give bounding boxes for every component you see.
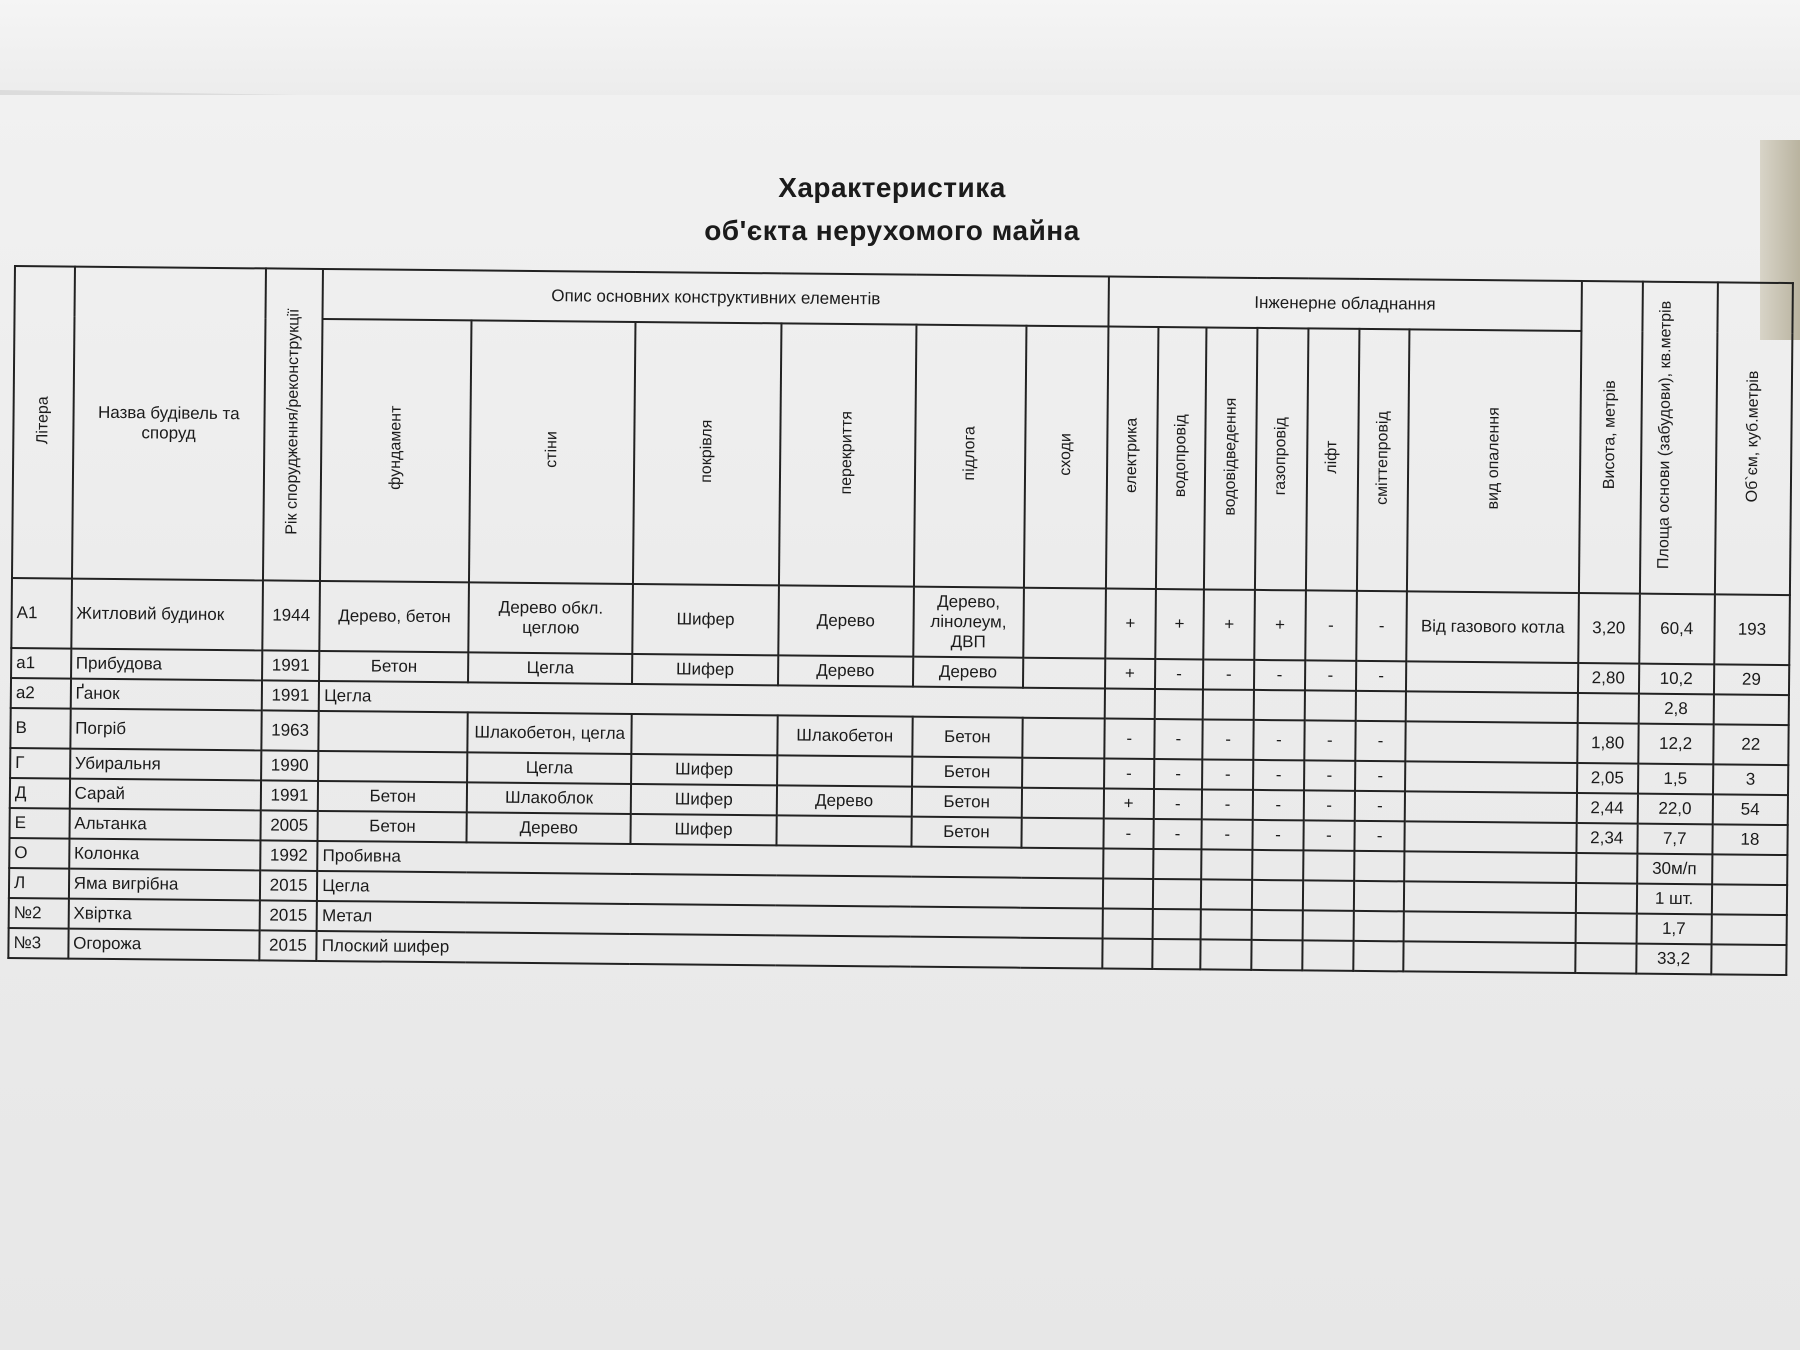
cell-empty [1305,690,1356,720]
cell-walls: Шлакоблок [467,782,631,814]
cell-water: - [1154,719,1203,759]
cell-sewer: - [1202,789,1253,819]
cell-roof [631,714,777,755]
cell-heating [1406,721,1578,763]
cell-floor: Дерево [913,657,1024,688]
cell-floors [777,755,912,786]
cell-empty [1576,853,1637,884]
document-title-line-2: об'єкта нерухомого майна [704,215,1080,246]
cell-empty [1201,909,1252,939]
cell-water: - [1153,819,1202,849]
cell-sewer: - [1203,659,1254,689]
header-floors: перекриття [779,323,916,586]
cell-empty [1302,910,1353,940]
cell-floors: Шлакобетон [777,715,912,756]
cell-year: 2015 [260,870,318,901]
cell-empty [1153,849,1202,879]
cell-fundament [318,751,467,782]
cell-empty [1251,940,1302,970]
cell-fundament: Бетон [318,811,467,842]
cell-litera: Е [9,808,69,839]
cell-electric: - [1103,818,1153,848]
cell-walls: Цегла [467,752,631,784]
cell-heating [1405,761,1577,793]
cell-litera: а2 [11,678,71,709]
characteristics-table [7,265,1794,976]
cell-sewer: + [1203,589,1254,659]
cell-roof: Шифер [632,654,778,685]
cell-height: 1,80 [1577,723,1638,764]
cell-garbage: - [1355,721,1406,761]
header-gas: газопровід [1255,328,1308,590]
cell-floor: Бетон [911,787,1022,818]
cell-year: 2015 [259,900,317,931]
cell-lift: - [1303,820,1354,850]
cell-electric: + [1104,788,1154,818]
cell-stairs [1022,718,1104,759]
header-roof: покрівля [633,322,781,585]
cell-name: Яма вигрібна [69,869,260,901]
cell-sewer: - [1202,759,1253,789]
cell-empty [1201,849,1252,879]
cell-area: 10,2 [1639,664,1714,695]
cell-empty [1103,848,1153,878]
cell-floor: Дерево, лінолеум, ДВП [913,587,1024,658]
cell-area: 33,2 [1636,944,1711,975]
cell-empty [1576,883,1637,914]
cell-floors: Дерево [777,785,912,816]
cell-empty [1711,944,1787,975]
cell-year: 1944 [262,580,320,651]
header-fundament: фундамент [320,319,472,582]
cell-height: 2,05 [1577,763,1638,794]
cell-electric: + [1105,658,1155,688]
cell-floor: Бетон [912,717,1023,758]
cell-heating [1405,791,1577,823]
cell-heating: Від газового котла [1407,591,1579,663]
cell-heating [1405,821,1577,853]
cell-empty [1152,939,1201,969]
cell-area: 1,5 [1638,764,1713,795]
cell-empty [1154,689,1203,719]
cell-empty [1404,941,1576,973]
cell-floor: Бетон [911,817,1022,848]
header-floor: підлога [914,325,1027,588]
cell-gas: - [1253,720,1304,760]
cell-year: 2005 [260,810,318,841]
header-walls: стіни [469,320,635,584]
cell-lift: - [1305,590,1356,660]
cell-volume: 22 [1713,724,1789,765]
cell-name: Огорожа [68,929,259,961]
cell-floors [776,815,911,846]
cell-name: Житловий будинок [71,579,263,651]
cell-walls: Шлакобетон, цегла [468,712,632,754]
cell-lift: - [1304,790,1355,820]
cell-empty [1575,913,1636,944]
cell-empty [1405,851,1577,883]
cell-empty [1152,879,1201,909]
cell-lift: - [1304,760,1355,790]
cell-empty [1102,908,1152,938]
cell-height: 2,44 [1577,793,1638,824]
cell-empty [1353,911,1404,941]
cell-material: Плоский шифер [317,931,1103,969]
cell-empty [1575,943,1636,974]
cell-walls: Дерево обкл. цеглою [469,582,633,654]
header-litera: Літера [12,266,75,579]
cell-year: 1991 [261,780,319,811]
cell-empty [1712,884,1788,915]
cell-area: 1 шт. [1636,884,1711,915]
cell-empty [1713,694,1789,725]
cell-water: - [1154,759,1203,789]
document-title-line-1: Характеристика [778,172,1006,203]
cell-stairs [1022,818,1104,849]
cell-area: 2,8 [1638,694,1713,725]
cell-empty [1254,690,1305,720]
cell-year: 1991 [262,680,320,711]
cell-lift: - [1305,660,1356,690]
cell-height: 2,34 [1576,823,1637,854]
cell-empty [1404,911,1576,943]
cell-empty [1577,693,1638,724]
cell-garbage: - [1354,821,1405,851]
header-group-construction: Опис основних конструктивних елементів [323,269,1109,327]
cell-gas: - [1253,760,1304,790]
cell-name: Убиральня [70,749,261,781]
header-water: водопровід [1156,327,1207,589]
cell-empty [1252,910,1303,940]
cell-garbage: - [1356,591,1407,661]
cell-roof: Шифер [631,784,777,815]
cell-stairs [1022,758,1104,789]
cell-floor: Бетон [912,757,1023,788]
cell-empty [1302,940,1353,970]
cell-empty [1152,909,1201,939]
cell-material: Метал [317,901,1103,939]
cell-empty [1303,880,1354,910]
header-height: Висота, метрів [1579,281,1643,594]
cell-empty [1102,938,1152,968]
cell-height: 3,20 [1578,593,1639,664]
header-stairs: сходи [1024,326,1108,589]
cell-height: 2,80 [1578,663,1639,694]
cell-fundament: Бетон [319,651,468,682]
cell-litera: Л [9,868,69,899]
cell-area: 12,2 [1638,724,1714,765]
header-name: Назва будівель та споруд [72,267,266,581]
cell-sewer: - [1203,719,1254,759]
cell-volume: 54 [1712,794,1788,825]
cell-name: Колонка [69,839,260,871]
cell-stairs [1023,658,1105,689]
cell-gas: - [1252,820,1303,850]
cell-floors: Дерево [778,655,913,686]
cell-year: 2015 [259,930,317,961]
cell-area: 7,7 [1637,824,1712,855]
cell-walls: Цегла [468,652,632,684]
cell-fundament: Дерево, бетон [320,581,470,652]
cell-empty [1105,688,1155,718]
cell-volume: 3 [1713,764,1789,795]
cell-water: - [1155,659,1204,689]
cell-material: Цегла [319,681,1105,719]
cell-year: 1963 [261,710,319,751]
cell-electric: + [1105,588,1155,658]
cell-water: + [1155,589,1204,659]
cell-name: Ґанок [70,679,261,711]
cell-sewer: - [1202,819,1253,849]
header-year: Рік спорудження/реконструкції [263,268,323,581]
cell-empty [1252,880,1303,910]
cell-name: Погріб [70,709,262,751]
cell-empty [1406,691,1578,723]
cell-lift: - [1304,720,1355,760]
cell-empty [1303,850,1354,880]
cell-fundament [319,711,469,752]
cell-empty [1103,878,1153,908]
cell-roof: Шифер [631,754,777,785]
cell-area: 22,0 [1637,794,1712,825]
cell-litera: О [9,838,69,869]
cell-roof: Шифер [632,584,779,655]
cell-empty [1203,689,1254,719]
cell-electric: - [1104,758,1154,788]
header-sewer: водовідведення [1204,327,1257,589]
cell-roof: Шифер [630,814,776,845]
header-heating: вид опалення [1407,329,1581,593]
cell-litera: №3 [8,928,68,959]
cell-empty [1201,939,1252,969]
cell-name: Прибудова [71,649,262,681]
cell-litera: №2 [9,898,69,929]
cell-material: Пробивна [317,841,1103,879]
cell-empty [1711,914,1787,945]
cell-floors: Дерево [778,585,913,656]
cell-empty [1712,854,1788,885]
cell-area: 30м/п [1637,854,1712,885]
cell-heating [1406,661,1578,693]
cell-litera: А1 [11,578,71,649]
cell-litera: а1 [11,648,71,679]
cell-empty [1353,941,1404,971]
cell-garbage: - [1355,761,1406,791]
cell-area: 60,4 [1639,594,1715,665]
cell-garbage: - [1356,661,1407,691]
cell-empty [1355,691,1406,721]
cell-volume: 29 [1714,664,1790,695]
cell-stairs [1022,788,1104,819]
cell-material: Цегла [317,871,1103,909]
cell-gas: + [1254,590,1305,660]
header-electric: електрика [1106,327,1158,589]
cell-litera: В [10,708,70,749]
cell-empty [1404,881,1576,913]
cell-fundament: Бетон [318,781,467,812]
header-volume: Об`єм, куб.метрів [1715,282,1793,595]
cell-walls: Дерево [467,812,631,844]
cell-volume: 18 [1712,824,1788,855]
header-garbage: сміттепровід [1357,329,1410,591]
cell-empty [1252,850,1303,880]
cell-area: 1,7 [1636,914,1711,945]
cell-litera: Г [10,748,70,779]
cell-gas: - [1253,790,1304,820]
cell-name: Сарай [69,779,260,811]
cell-empty [1354,851,1405,881]
cell-water: - [1153,789,1202,819]
cell-name: Хвіртка [68,899,259,931]
cell-gas: - [1254,660,1305,690]
cell-name: Альтанка [69,809,260,841]
cell-electric: - [1104,718,1154,758]
cell-volume: 193 [1714,594,1790,665]
header-area: Площа основи (забудови), кв.метрів [1639,282,1717,595]
cell-empty [1354,881,1405,911]
cell-year: 1992 [260,840,318,871]
cell-litera: Д [10,778,70,809]
cell-garbage: - [1354,791,1405,821]
cell-year: 1991 [262,650,320,681]
cell-year: 1990 [261,750,319,781]
cell-empty [1201,879,1252,909]
cell-stairs [1023,588,1105,659]
header-lift: ліфт [1306,328,1359,590]
header-group-engineering: Інженерне обладнання [1108,277,1581,332]
